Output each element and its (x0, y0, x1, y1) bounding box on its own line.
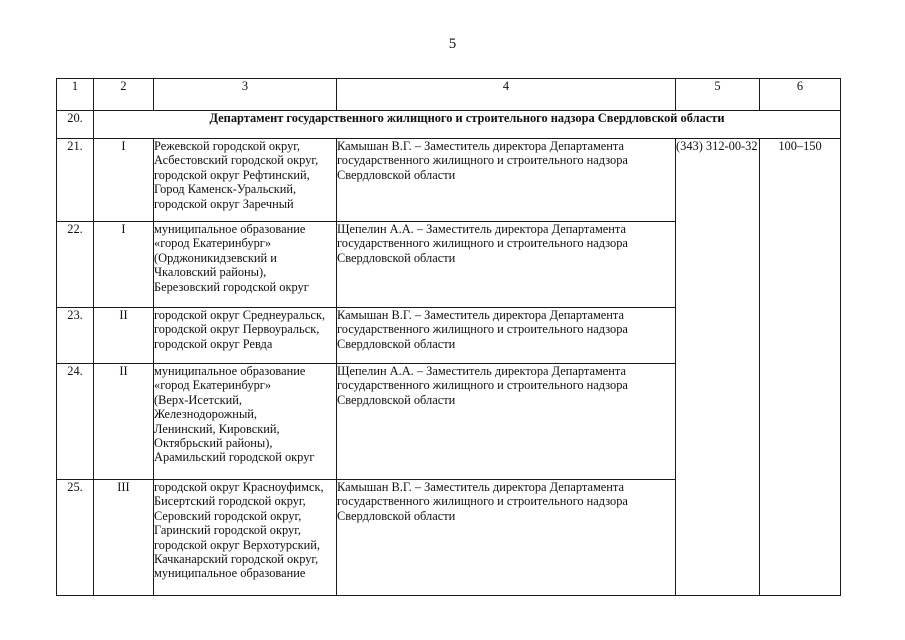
responsible-line: государственного жилищного и строительного надзора (337, 494, 628, 509)
responsible-line: Камышан В.Г. – Заместитель директора Департамента (337, 308, 624, 322)
territory-line: муниципальное образование (154, 566, 306, 581)
territory-line: Гаринский городской округ, (154, 523, 302, 538)
row-number: 24. (57, 364, 94, 480)
territory-line: Арамильский городской округ (154, 450, 315, 465)
column-header: 2 (94, 79, 154, 111)
territory-line: Октябрьский районы), (154, 436, 273, 451)
territory-line: Чкаловский районы), (154, 265, 267, 280)
row-number: 25. (57, 480, 94, 596)
department-title: Департамент государственного жилищного и строительного надзора Свердловской области (94, 111, 841, 139)
territory-line: городской округ Красноуфимск, (154, 480, 324, 494)
responsible-line: Свердловской области (337, 508, 456, 523)
responsible-line: государственного жилищного и строительного надзора (337, 153, 628, 168)
territory-cell (154, 139, 337, 222)
territory-line: Железнодорожный, (154, 407, 257, 422)
territory-line: «город Екатеринбург» (154, 236, 272, 251)
department-number: 20. (57, 111, 94, 139)
table-header-row (57, 79, 841, 111)
row-number: 23. (57, 308, 94, 364)
department-row (57, 111, 841, 139)
territory-line: Ленинский, Кировский, (154, 421, 280, 436)
territory-cell (154, 308, 337, 364)
territory-line: Асбестовский городской округ, (154, 153, 319, 168)
territory-line: «город Екатеринбург» (154, 378, 272, 393)
responsible-line: Щепелин А.А. – Заместитель директора Департамента (337, 222, 626, 236)
responsible-line: Свердловской области (337, 336, 456, 351)
column-header: 3 (154, 79, 337, 111)
table-row (57, 139, 841, 222)
responsible-cell (337, 139, 676, 222)
territory-line: городской округ Рефтинский, (154, 167, 310, 182)
row-number: 21. (57, 139, 94, 222)
row-number: 22. (57, 222, 94, 308)
schedule-table (56, 78, 841, 596)
column-header: 4 (337, 79, 676, 111)
territory-line: Качканарский городской округ, (154, 552, 319, 567)
responsible-cell (337, 222, 676, 308)
territory-cell (154, 364, 337, 480)
territory-line: городской округ Первоуральск, (154, 322, 320, 337)
territory-cell (154, 480, 337, 596)
territory-line: Режевской городской округ, (154, 139, 301, 153)
zone-cell: II (94, 308, 154, 364)
territory-line: (Верх-Исетский, (154, 392, 242, 407)
zone-cell: I (94, 139, 154, 222)
responsible-line: государственного жилищного и строительного надзора (337, 378, 628, 393)
column-header: 1 (57, 79, 94, 111)
territory-line: Березовский городской округ (154, 279, 309, 294)
zone-cell: I (94, 222, 154, 308)
responsible-line: Камышан В.Г. – Заместитель директора Департамента (337, 139, 624, 153)
responsible-line: государственного жилищного и строительного надзора (337, 322, 628, 337)
territory-line: городской округ Верхотурский, (154, 537, 320, 552)
territory-line: муниципальное образование (154, 222, 306, 236)
responsible-line: Свердловской области (337, 250, 456, 265)
territory-line: Серовский городской округ, (154, 508, 302, 523)
territory-line: Город Каменск-Уральский, (154, 182, 297, 197)
responsible-cell (337, 480, 676, 596)
zone-cell: III (94, 480, 154, 596)
territory-line: (Орджоникидзевский и (154, 250, 277, 265)
responsible-line: Щепелин А.А. – Заместитель директора Департамента (337, 364, 626, 378)
responsible-cell (337, 308, 676, 364)
zone-cell: II (94, 364, 154, 480)
column-header: 5 (676, 79, 760, 111)
responsible-line: Свердловской области (337, 167, 456, 182)
territory-line: городской округ Среднеуральск, (154, 308, 326, 322)
phone-cell: (343) 312-00-32 (676, 139, 760, 596)
range-cell: 100–150 (760, 139, 841, 596)
responsible-cell (337, 364, 676, 480)
territory-line: Бисертский городской округ, (154, 494, 306, 509)
territory-line: городской округ Ревда (154, 336, 273, 351)
responsible-line: государственного жилищного и строительного надзора (337, 236, 628, 251)
territory-line: городской округ Заречный (154, 196, 294, 211)
column-header: 6 (760, 79, 841, 111)
territory-cell (154, 222, 337, 308)
responsible-line: Свердловской области (337, 392, 456, 407)
page-number: 5 (448, 36, 457, 52)
territory-line: муниципальное образование (154, 364, 306, 378)
responsible-line: Камышан В.Г. – Заместитель директора Департамента (337, 480, 624, 494)
